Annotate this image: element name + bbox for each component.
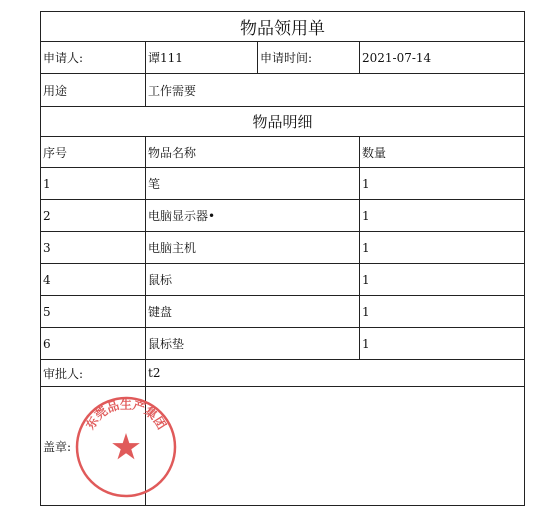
table-row — [41, 168, 524, 200]
column-header-qty: 数量 — [359, 137, 524, 167]
stamp-label: 盖章: — [43, 439, 72, 454]
item-qty: 1 — [359, 296, 524, 327]
table-header-row — [41, 137, 524, 168]
purpose-row — [41, 74, 524, 107]
table-row — [41, 328, 524, 360]
item-name: 笔 — [145, 168, 359, 199]
item-no: 4 — [43, 272, 51, 287]
table-row — [41, 232, 524, 264]
item-qty: 1 — [359, 232, 524, 263]
item-name: 鼠标 — [145, 264, 359, 295]
star-icon — [112, 433, 140, 459]
item-name: 键盘 — [145, 296, 359, 327]
form-title-row — [41, 12, 524, 42]
item-no: 5 — [43, 304, 51, 319]
requisition-form — [40, 11, 525, 506]
item-name: 鼠标垫 — [145, 328, 359, 359]
approver-label: 审批人: — [43, 366, 84, 381]
item-name: 电脑显示器• — [145, 200, 359, 231]
purpose-value: 工作需要 — [145, 74, 524, 106]
purpose-label: 用途 — [43, 83, 68, 98]
stamp-row — [41, 387, 524, 505]
item-no: 3 — [43, 240, 51, 255]
detail-title-row — [41, 107, 524, 137]
applicant-label: 申请人: — [43, 51, 84, 65]
approver-value: t2 — [145, 360, 524, 386]
detail-title: 物品明细 — [252, 113, 313, 131]
item-qty: 1 — [359, 200, 524, 231]
company-seal — [74, 395, 178, 499]
item-qty: 1 — [359, 328, 524, 359]
item-no: 6 — [43, 336, 51, 351]
applicant-row — [41, 42, 524, 74]
table-row — [41, 200, 524, 232]
apply-time-value: 2021-07-14 — [359, 42, 524, 73]
table-row — [41, 296, 524, 328]
form-title: 物品领用单 — [240, 19, 325, 39]
apply-time-label: 申请时间: — [257, 42, 359, 73]
svg-text:东莞品生产集团 — [82, 397, 169, 432]
seal-text: 东莞品生产集团 — [83, 397, 169, 432]
item-no: 1 — [43, 176, 51, 191]
item-qty: 1 — [359, 264, 524, 295]
applicant-value: 谭111 — [145, 42, 257, 73]
item-name: 电脑主机 — [145, 232, 359, 263]
column-header-name: 物品名称 — [145, 137, 359, 167]
table-row — [41, 264, 524, 296]
approver-row — [41, 360, 524, 387]
item-no: 2 — [43, 208, 51, 223]
column-header-no: 序号 — [43, 145, 68, 160]
stamp-area — [145, 387, 524, 505]
item-qty: 1 — [359, 168, 524, 199]
